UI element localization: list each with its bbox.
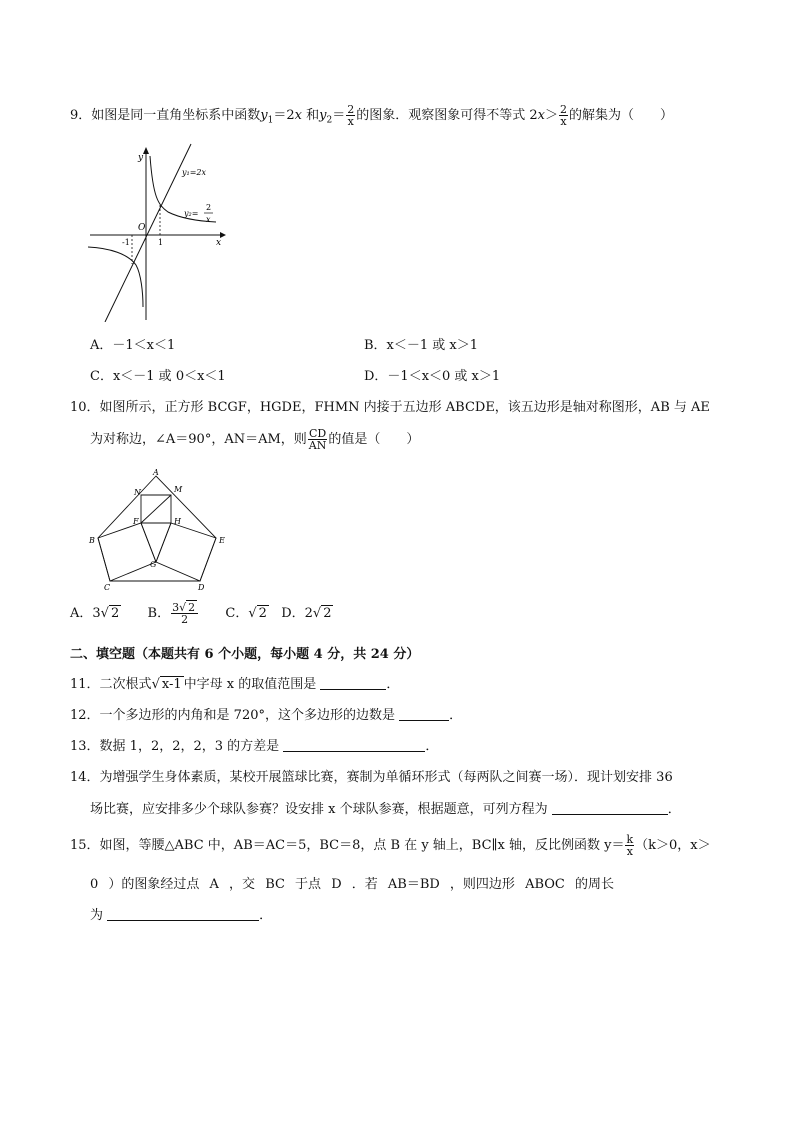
q9-and: 和 bbox=[302, 108, 320, 123]
q10-opt-c-rad: 2 bbox=[258, 606, 267, 621]
label-n: N bbox=[134, 488, 141, 497]
x-axis-label: x bbox=[216, 238, 222, 248]
y-axis-label: y bbox=[138, 153, 144, 163]
label-m: M bbox=[174, 485, 183, 494]
label-f: F bbox=[133, 517, 139, 526]
q14-end: ． bbox=[667, 802, 681, 817]
label-y1: y₁=2x bbox=[182, 168, 207, 177]
y-axis-arrow bbox=[143, 147, 149, 154]
q10-line2 bbox=[90, 428, 419, 451]
q15-text-1a: 如图，等腰△ABC 中，AB＝AC＝5，BC＝8，点 B 在 y 轴上，BC∥x 轴，反比例函数 y＝ bbox=[99, 838, 625, 853]
tick-neg1: -1 bbox=[122, 238, 130, 247]
square-hgde bbox=[156, 523, 216, 581]
origin-label: O bbox=[138, 223, 146, 233]
q10-line1 bbox=[70, 398, 710, 418]
q9-x2: x bbox=[537, 108, 546, 123]
q11 bbox=[70, 675, 399, 695]
q15-line3 bbox=[90, 906, 272, 926]
q10-opt-d-sqrt: √ 2 bbox=[312, 606, 332, 621]
q9-eq2: ＝ bbox=[332, 108, 346, 123]
q9-fraction-2 bbox=[559, 104, 568, 127]
hyperbola-branch-left bbox=[88, 247, 143, 307]
q15-frac-den: x bbox=[626, 845, 633, 858]
q10-opt-d-rad: 2 bbox=[323, 606, 332, 621]
q9-frac1-den: x bbox=[347, 115, 354, 128]
q10-opt-b-sqrt: √ 2 bbox=[179, 601, 196, 614]
pentagon-abcde bbox=[98, 476, 216, 581]
q11-text-b: 中字母 x 的取值范围是 bbox=[183, 677, 317, 692]
section-fill-in-heading: 二、填空题（本题共有 6 个小题，每小题 4 分，共 24 分） bbox=[70, 647, 420, 662]
q9-option-b: B．x＜－1 或 x＞1 bbox=[364, 338, 479, 353]
q12 bbox=[70, 706, 462, 726]
q10-opt-b-rad: 2 bbox=[188, 601, 196, 614]
q10-fraction bbox=[308, 428, 328, 451]
q9-option-d: D．－1＜x＜0 或 x＞1 bbox=[364, 369, 501, 384]
q15-line2: 0 ）的图象经过点 A ，交 BC 于点 D ．若 AB＝BD ，则四边形 ABOC 的周长 bbox=[90, 877, 614, 892]
q10-opt-b-label: B． bbox=[147, 606, 171, 621]
diag-fm bbox=[141, 495, 171, 523]
q10-opt-d-label: D．2 bbox=[281, 606, 313, 621]
q15-fraction bbox=[625, 834, 634, 857]
q14-text-1: 为增强学生身体素质，某校开展篮球比赛，赛制为单循环形式（每两队之间赛一场）．现计划安排 36 bbox=[99, 770, 673, 785]
label-d: D bbox=[198, 583, 205, 592]
q14-answer-blank[interactable] bbox=[552, 800, 668, 815]
q11-end: ． bbox=[386, 677, 400, 692]
q13-end: ． bbox=[425, 739, 439, 754]
q9-graph bbox=[88, 142, 228, 322]
q9-text-b: 的图象．观察图象可得不等式 2 bbox=[356, 108, 538, 123]
label-c: C bbox=[104, 583, 111, 592]
q15-end: ． bbox=[259, 908, 273, 923]
q12-answer-blank[interactable] bbox=[399, 706, 449, 721]
q10-text-1: 如图所示，正方形 BCGF，HGDE，FHMN 内接于五边形 ABCDE，该五边形是轴对称图形，AB 与 AE bbox=[99, 400, 710, 415]
label-e: E bbox=[219, 536, 225, 545]
q14-text-2: 场比赛，应安排多少个球队参赛？设安排 x 个球队参赛，根据题意，可列方程为 bbox=[90, 802, 548, 817]
q9-text-a: 如图是同一直角坐标系中函数 bbox=[91, 108, 261, 123]
q12-end: ． bbox=[449, 708, 463, 723]
square-bcgf bbox=[98, 523, 156, 581]
q15-text-3: 为 bbox=[90, 908, 104, 923]
q9-frac1-num: 2 bbox=[347, 103, 355, 116]
q11-text-a: 二次根式 bbox=[99, 677, 152, 692]
q10-opt-a-sqrt: √ 2 bbox=[100, 606, 120, 621]
q9-y2-sub: 2 bbox=[326, 115, 333, 126]
q10-opt-b-frac bbox=[171, 602, 198, 625]
q9-x1: x bbox=[294, 108, 303, 123]
q15-number: 15． bbox=[70, 838, 100, 853]
line-y1 bbox=[105, 144, 191, 322]
q15-answer-blank[interactable] bbox=[107, 906, 259, 921]
q9-fraction-1 bbox=[346, 104, 355, 127]
q11-number: 11． bbox=[70, 677, 100, 692]
q9-frac2-num: 2 bbox=[560, 103, 568, 116]
q10-opt-b-den: 2 bbox=[181, 613, 189, 626]
q11-rad: x-1 bbox=[161, 677, 182, 692]
q12-text: 一个多边形的内角和是 720°，这个多边形的边数是 bbox=[99, 708, 395, 723]
q9-option-c: C．x＜－1 或 0＜x＜1 bbox=[90, 369, 226, 384]
label-b: B bbox=[89, 536, 95, 545]
q10-opt-b-coef: 3 bbox=[172, 601, 180, 614]
q11-answer-blank[interactable] bbox=[320, 675, 386, 690]
q10-frac-num: CD bbox=[308, 427, 327, 440]
q10-opt-a-rad: 2 bbox=[110, 606, 120, 621]
q14-line2 bbox=[90, 800, 681, 820]
label-y2: y₂= bbox=[184, 209, 199, 218]
label-h: H bbox=[174, 517, 181, 526]
q9-y2: y bbox=[319, 108, 327, 123]
q14-number: 14． bbox=[70, 770, 100, 785]
label-y2-num: 2 bbox=[206, 203, 212, 212]
q10-text-2b: 的值是（ ） bbox=[328, 432, 420, 447]
q11-sqrt: √ x-1 bbox=[151, 677, 182, 692]
q13-answer-blank[interactable] bbox=[283, 737, 425, 752]
label-y2-den: x bbox=[206, 215, 211, 224]
q10-figure bbox=[86, 466, 230, 594]
q9-gt: ＞ bbox=[545, 108, 559, 123]
q9-text-c: 的解集为（ ） bbox=[569, 108, 674, 123]
tick-1: 1 bbox=[158, 238, 164, 247]
q15-text-1b: （k＞0，x＞ bbox=[635, 838, 711, 853]
q9-y1-sub: 1 bbox=[267, 115, 274, 126]
q13 bbox=[70, 737, 438, 757]
seg-gh bbox=[156, 523, 171, 562]
q10-opt-c-sqrt: √ 2 bbox=[248, 606, 267, 621]
hyperbola-branch-right bbox=[150, 156, 216, 222]
q10-opt-a-label: A．3 bbox=[70, 606, 101, 621]
q13-number: 13． bbox=[70, 739, 100, 754]
q15-line1 bbox=[70, 834, 711, 857]
q9-number: 9． bbox=[70, 108, 92, 123]
q13-text: 数据 1，2，2，2，3 的方差是 bbox=[99, 739, 280, 754]
q9-eq1: ＝2 bbox=[273, 108, 295, 123]
q10-number: 10． bbox=[70, 400, 100, 415]
q12-number: 12． bbox=[70, 708, 100, 723]
q15-frac-num: k bbox=[626, 833, 634, 846]
q9-stem bbox=[70, 104, 673, 131]
label-g: G bbox=[150, 560, 157, 569]
q10-frac-den: AN bbox=[308, 439, 327, 452]
seg-gf bbox=[141, 523, 156, 562]
q14-line1 bbox=[70, 768, 673, 788]
q10-text-2a: 为对称边，∠A＝90°，AN＝AM，则 bbox=[90, 432, 307, 447]
q9-y1: y bbox=[260, 108, 268, 123]
q10-opt-c-label: C． bbox=[225, 606, 249, 621]
q9-frac2-den: x bbox=[560, 115, 567, 128]
label-a: A bbox=[153, 468, 159, 477]
q10-options bbox=[70, 602, 333, 625]
q9-option-a: A．－1＜x＜1 bbox=[90, 338, 176, 353]
